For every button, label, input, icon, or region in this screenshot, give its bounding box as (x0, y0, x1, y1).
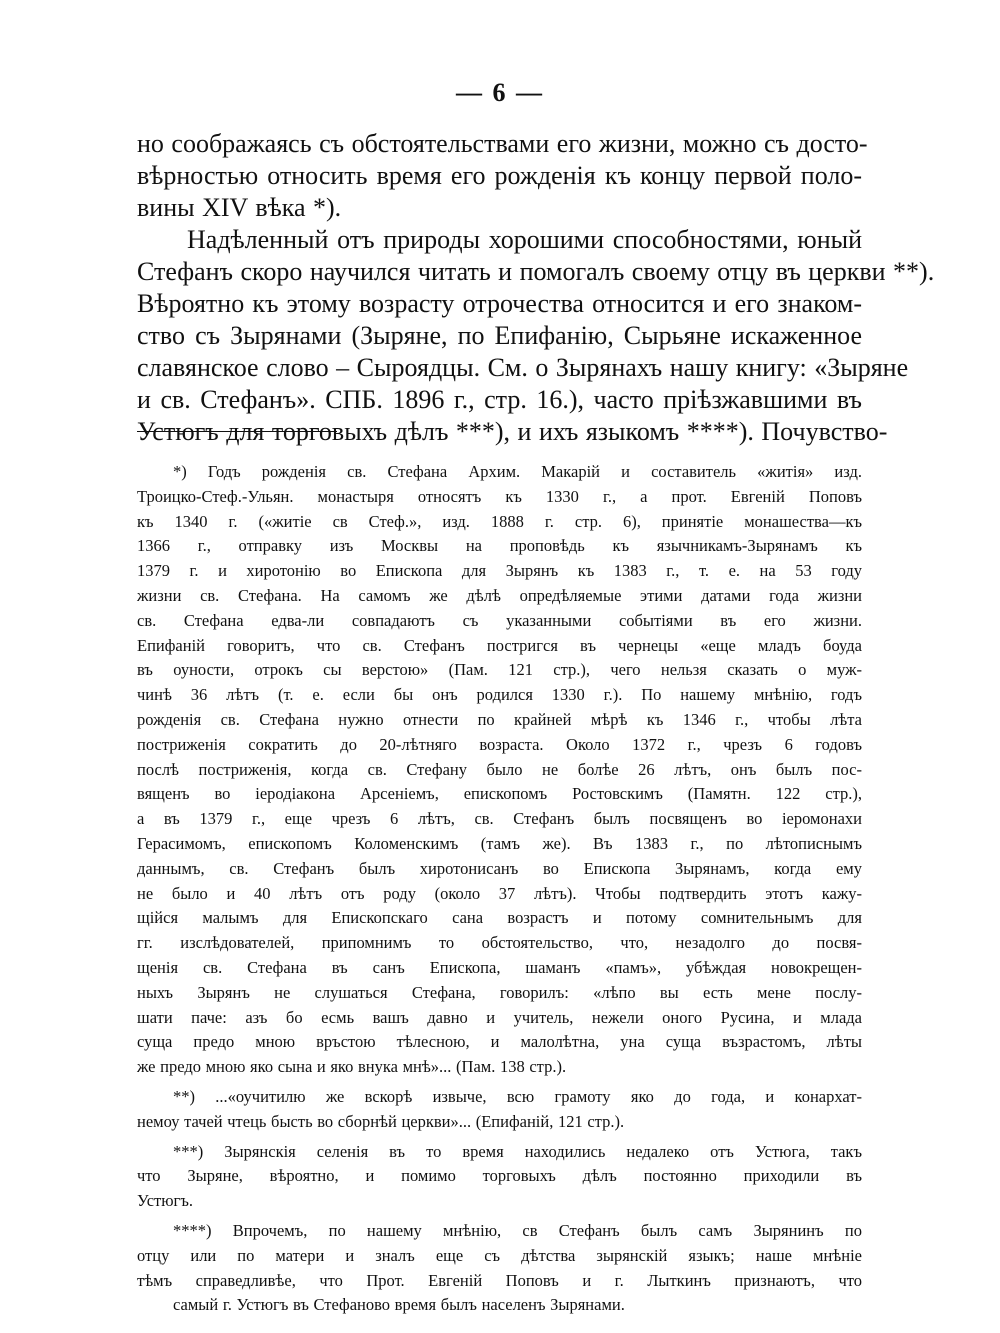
footnote-line: рожденія св. Стефана нужно отнести по крайней мѣрѣ къ 1346 г., чтобы лѣта (137, 709, 862, 729)
footnote-line: къ 1340 г. («житіе св Стеф.», изд. 1888 г. стр. 6), принятіе монашества—къ (137, 511, 862, 531)
footnote-line: шати паче: азъ бо есмь вашъ давно и учитель, нежели оного Русина, и млада (137, 1007, 862, 1027)
footnote-separator (137, 431, 337, 432)
footnote-line: суща предо мною връстою тѣлесною, и малолѣтна, уна суща възрастомъ, лѣты (137, 1032, 862, 1052)
body-line: Надѣленный отъ природы хорошими способностями, юный (187, 225, 862, 254)
body-line: и св. Стефанъ». СПБ. 1896 г., стр. 16.), часто пріѣзжавшими въ (137, 385, 862, 414)
footnote-line: не было и 40 лѣтъ отъ роду (около 37 лѣтъ). Чтобы подтвердить этотъ кажу- (137, 883, 862, 903)
footnote-line: отцу или по матери и зналъ еще съ дѣтства зырянскій языкъ; наше мнѣніе (137, 1245, 862, 1265)
footnote-line: 1366 г., отправку изъ Москвы на проповѣдь къ язычникамъ-Зырянамъ къ (137, 536, 862, 556)
footnote-line: св. Стефана едва-ли совпадаютъ съ указанными событіями въ его жизни. (137, 610, 862, 630)
footnote-line: Герасимомъ, епископомъ Коломенскимъ (тамъ же). Въ 1383 г., по лѣтописнымъ (137, 833, 862, 853)
footnote (137, 460, 862, 1080)
footnote-line: ****) Впрочемъ, по нашему мнѣнію, св Стефанъ былъ самъ Зырянинъ по (173, 1220, 862, 1240)
main-text (137, 128, 935, 448)
footnote-line: самый г. Устюгъ въ Стефаново время былъ населенъ Зырянами. (173, 1295, 625, 1315)
body-line: ство съ Зырянами (Зыряне, по Епифанію, Сырьяне искаженное (137, 321, 862, 350)
footnote-line: что Зыряне, вѣроятно, и помимо торговыхъ дѣлъ постоянно приходили въ (137, 1166, 862, 1186)
footnote-line: Епифаній говоритъ, что св. Стефанъ постригся въ чернецы «еще младъ боуда (137, 635, 862, 655)
footnote-line: даннымъ, св. Стефанъ былъ хиротонисанъ во Епископа Зырянамъ, когда ему (137, 858, 862, 878)
footnote-line: въ оуности, отрокъ сы верстою» (Пам. 121 стр.), чего нельзя сказать о муж- (137, 660, 862, 680)
footnotes (137, 460, 862, 1318)
footnote-line: жизни св. Стефана. На самомъ же дѣлѣ опредѣляемые этими датами года жизни (137, 585, 862, 605)
footnote-line: же предо мною яко сына и яко внука мнѣ»... (Пам. 138 стр.). (137, 1057, 567, 1077)
body-line: вѣрностью относить время его рожденія къ концу первой поло- (137, 161, 862, 190)
footnote-line: чинѣ 36 лѣтъ (т. е. если бы онъ родился 1330 г.). По нашему мнѣнію, годъ (137, 685, 862, 705)
footnote-line: вященъ во іеродіакона Арсеніемъ, епископомъ Ростовскимъ (Памятн. 122 стр.), (137, 784, 862, 804)
footnote (137, 1140, 862, 1214)
footnote-line: ныхъ Зырянъ не слушаться Стефана, говорилъ: «лѣпо вы есть мене послу- (137, 982, 862, 1002)
footnote-line: а въ 1379 г., еще чрезъ 6 лѣтъ, св. Стефанъ былъ посвященъ во іеромонахи (137, 809, 862, 829)
footnote-line: Троицко-Стеф.-Ульян. монастыря относятъ къ 1330 г., а прот. Евгеній Поповъ (137, 486, 862, 506)
footnote-line: щенія св. Стефана въ санъ Епископа, шаманъ «памъ», убѣждая новокрещен- (137, 957, 862, 977)
body-line: славянское слово – Сыроядцы. См. о Зырянахъ нашу книгу: «Зыряне (137, 353, 909, 382)
footnote-line: ***) Зырянскія селенія въ то время находились недалеко отъ Устюга, такъ (173, 1141, 862, 1161)
body-line: Устюгъ для торговыхъ дѣлъ ***), и ихъ языкомъ ****). Почувство- (137, 417, 888, 446)
footnote (137, 1219, 862, 1318)
footnote-line: постриженія сократить до 20-лѣтняго возраста. Около 1372 г., чрезъ 6 годовъ (137, 734, 862, 754)
footnote-line: немоу тачей чтець бысть во сборнѣй церкви»... (Епифаній, 121 стр.). (137, 1111, 625, 1131)
body-line: Стефанъ скоро научился читать и помогалъ своему отцу въ церкви **). (137, 257, 935, 286)
footnote-line: гг. изслѣдователей, припомнимъ то обстоятельство, что, незадолго до посвя- (137, 933, 862, 953)
footnote-line: 1379 г. и хиротонію во Епископа для Зырянъ къ 1383 г., т. е. на 53 году (137, 561, 862, 581)
footnote (137, 1085, 862, 1135)
footnote-line: послѣ постриженія, когда св. Стефану было не болѣе 26 лѣтъ, онъ былъ пос- (137, 759, 862, 779)
footnote-line: тѣмъ справедливѣе, что Прот. Евгеній Поповъ и г. Лыткинъ признаютъ, что (137, 1270, 862, 1290)
body-line: вины XIV вѣка *). (137, 193, 342, 222)
page-number: — 6 — (456, 78, 544, 107)
body-line: Вѣроятно къ этому возрасту отрочества относится и его знаком- (137, 289, 862, 318)
footnote-line: **) ...«оучитилю же вскорѣ извыче, всю грамоту яко до года, и конархат- (173, 1086, 862, 1106)
body-line: но соображаясь съ обстоятельствами его жизни, можно съ досто- (137, 129, 868, 158)
footnote-line: Устюгъ. (137, 1191, 193, 1211)
footnote-line: щійся малымъ для Епископскаго сана возрастъ и потому сомнительнымъ для (137, 908, 862, 928)
footnote-line: *) Годъ рожденія св. Стефана Архим. Макарій и составитель «житія» изд. (173, 462, 862, 481)
